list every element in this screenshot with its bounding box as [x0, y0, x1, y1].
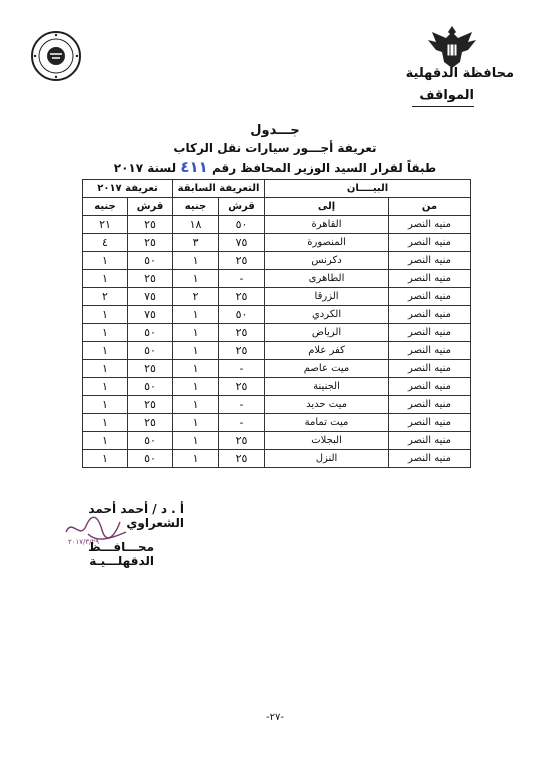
cell-from: منيه النصر: [389, 360, 471, 378]
table-row: [83, 450, 471, 468]
cell-from: منيه النصر: [389, 378, 471, 396]
cell-to: المنصورة: [265, 234, 389, 252]
document-heading: جـــدول: [250, 123, 300, 138]
cell-new-piaster: ٥٠: [128, 324, 173, 342]
cell-prev-piaster: ٢٥: [219, 324, 265, 342]
cell-to: ميت حديد: [265, 396, 389, 414]
table-group-header-row: [83, 180, 471, 198]
cell-from: منيه النصر: [389, 450, 471, 468]
cell-to: ميت تمامة: [265, 414, 389, 432]
table-row: [83, 270, 471, 288]
governorate-seal-icon: [30, 30, 82, 82]
cell-prev-piaster: -: [219, 396, 265, 414]
table-row: [83, 360, 471, 378]
table-row: [83, 234, 471, 252]
cell-new-pound: ١: [83, 270, 128, 288]
signatory-title: محـــافـــظ الدقهلـــيـة: [88, 540, 154, 568]
cell-to: الكردي: [265, 306, 389, 324]
table-row: [83, 414, 471, 432]
department-underline: [412, 106, 474, 107]
cell-from: منيه النصر: [389, 252, 471, 270]
cell-from: منيه النصر: [389, 324, 471, 342]
cell-prev-piaster: -: [219, 414, 265, 432]
cell-new-piaster: ٥٠: [128, 450, 173, 468]
cell-prev-piaster: ٢٥: [219, 432, 265, 450]
cell-new-pound: ١: [83, 396, 128, 414]
header-tariff-2017: تعريفة ٢٠١٧: [83, 180, 173, 198]
table-row: [83, 378, 471, 396]
decree-number: ٤١١: [180, 158, 208, 176]
cell-new-pound: ١: [83, 324, 128, 342]
cell-new-piaster: ٧٥: [128, 288, 173, 306]
table-row: [83, 252, 471, 270]
table-row: [83, 216, 471, 234]
header-prev-pound: جنيه: [173, 198, 219, 216]
cell-prev-pound: ١: [173, 414, 219, 432]
cell-from: منيه النصر: [389, 288, 471, 306]
cell-new-piaster: ٥٠: [128, 378, 173, 396]
decree-reference: [0, 158, 550, 176]
cell-prev-piaster: -: [219, 360, 265, 378]
cell-prev-piaster: ٢٥: [219, 450, 265, 468]
department-name: المواقف: [419, 88, 474, 103]
cell-prev-piaster: ٢٥: [219, 342, 265, 360]
cell-prev-pound: ١: [173, 324, 219, 342]
cell-new-pound: ١: [83, 252, 128, 270]
decree-year: لسنة ٢٠١٧: [113, 161, 177, 175]
header-previous-tariff: التعريفة السابقة: [173, 180, 265, 198]
cell-to: الجنينة: [265, 378, 389, 396]
cell-new-piaster: ٢٥: [128, 414, 173, 432]
cell-prev-pound: ١: [173, 270, 219, 288]
cell-new-piaster: ٢٥: [128, 360, 173, 378]
cell-new-piaster: ٢٥: [128, 234, 173, 252]
header-prev-piaster: قرش: [219, 198, 265, 216]
cell-from: منيه النصر: [389, 342, 471, 360]
cell-prev-piaster: ٢٥: [219, 378, 265, 396]
cell-to: دكرنس: [265, 252, 389, 270]
header-to: إلى: [265, 198, 389, 216]
cell-new-pound: ٢١: [83, 216, 128, 234]
cell-from: منيه النصر: [389, 414, 471, 432]
cell-new-piaster: ٢٥: [128, 270, 173, 288]
signatory-name: أ . د / أحمد أحمد الشعراوي: [88, 502, 184, 530]
table-row: [83, 396, 471, 414]
cell-prev-piaster: ٥٠: [219, 216, 265, 234]
table-row: [83, 342, 471, 360]
cell-new-piaster: ٥٠: [128, 252, 173, 270]
cell-new-pound: ٤: [83, 234, 128, 252]
cell-prev-piaster: ٥٠: [219, 306, 265, 324]
cell-prev-pound: ٣: [173, 234, 219, 252]
table-row: [83, 324, 471, 342]
cell-from: منيه النصر: [389, 270, 471, 288]
document-subtitle: تعريفة أجـــور سيارات نقل الركاب: [173, 141, 377, 155]
cell-prev-piaster: ٢٥: [219, 252, 265, 270]
cell-new-piaster: ٢٥: [128, 216, 173, 234]
governorate-name: محافظة الدقهلية: [405, 66, 514, 81]
tariff-rows: [83, 216, 471, 468]
cell-from: منيه النصر: [389, 396, 471, 414]
cell-prev-pound: ١: [173, 432, 219, 450]
cell-new-piaster: ٥٠: [128, 432, 173, 450]
table-sub-header-row: [83, 198, 471, 216]
cell-prev-pound: ١: [173, 378, 219, 396]
cell-prev-pound: ١٨: [173, 216, 219, 234]
cell-prev-pound: ١: [173, 252, 219, 270]
cell-from: منيه النصر: [389, 306, 471, 324]
cell-new-pound: ١: [83, 306, 128, 324]
cell-from: منيه النصر: [389, 216, 471, 234]
cell-prev-pound: ١: [173, 396, 219, 414]
header-new-piaster: قرش: [128, 198, 173, 216]
cell-from: منيه النصر: [389, 432, 471, 450]
cell-new-pound: ١: [83, 360, 128, 378]
eagle-emblem-icon: [424, 22, 480, 70]
cell-to: القاهرة: [265, 216, 389, 234]
cell-new-pound: ١: [83, 378, 128, 396]
cell-to: الطاهرى: [265, 270, 389, 288]
cell-prev-pound: ١: [173, 450, 219, 468]
cell-new-piaster: ٧٥: [128, 306, 173, 324]
cell-new-pound: ١: [83, 432, 128, 450]
cell-prev-pound: ١: [173, 342, 219, 360]
svg-text:٢٠١٧/٣/٢٩: ٢٠١٧/٣/٢٩: [68, 538, 100, 546]
page-number: -٢٧-: [266, 712, 284, 723]
cell-prev-piaster: ٧٥: [219, 234, 265, 252]
tariff-table: [82, 179, 471, 468]
cell-prev-piaster: ٢٥: [219, 288, 265, 306]
cell-new-piaster: ٢٥: [128, 396, 173, 414]
cell-prev-piaster: -: [219, 270, 265, 288]
table-row: [83, 432, 471, 450]
cell-from: منيه النصر: [389, 234, 471, 252]
table-row: [83, 306, 471, 324]
header-statement: البيــــان: [265, 180, 471, 198]
table-row: [83, 288, 471, 306]
cell-new-pound: ١: [83, 342, 128, 360]
decree-prefix: طبقاً لقرار السيد الوزير المحافظ رقم: [211, 161, 437, 175]
cell-new-pound: ١: [83, 450, 128, 468]
cell-new-pound: ٢: [83, 288, 128, 306]
cell-new-pound: ١: [83, 414, 128, 432]
cell-to: كفر علام: [265, 342, 389, 360]
cell-to: البجلات: [265, 432, 389, 450]
cell-to: النزل: [265, 450, 389, 468]
cell-new-piaster: ٥٠: [128, 342, 173, 360]
cell-prev-pound: ١: [173, 360, 219, 378]
cell-to: الزرقا: [265, 288, 389, 306]
header-from: من: [389, 198, 471, 216]
cell-prev-pound: ١: [173, 306, 219, 324]
header-new-pound: جنيه: [83, 198, 128, 216]
cell-to: الرياض: [265, 324, 389, 342]
cell-prev-pound: ٢: [173, 288, 219, 306]
cell-to: ميت عاصم: [265, 360, 389, 378]
